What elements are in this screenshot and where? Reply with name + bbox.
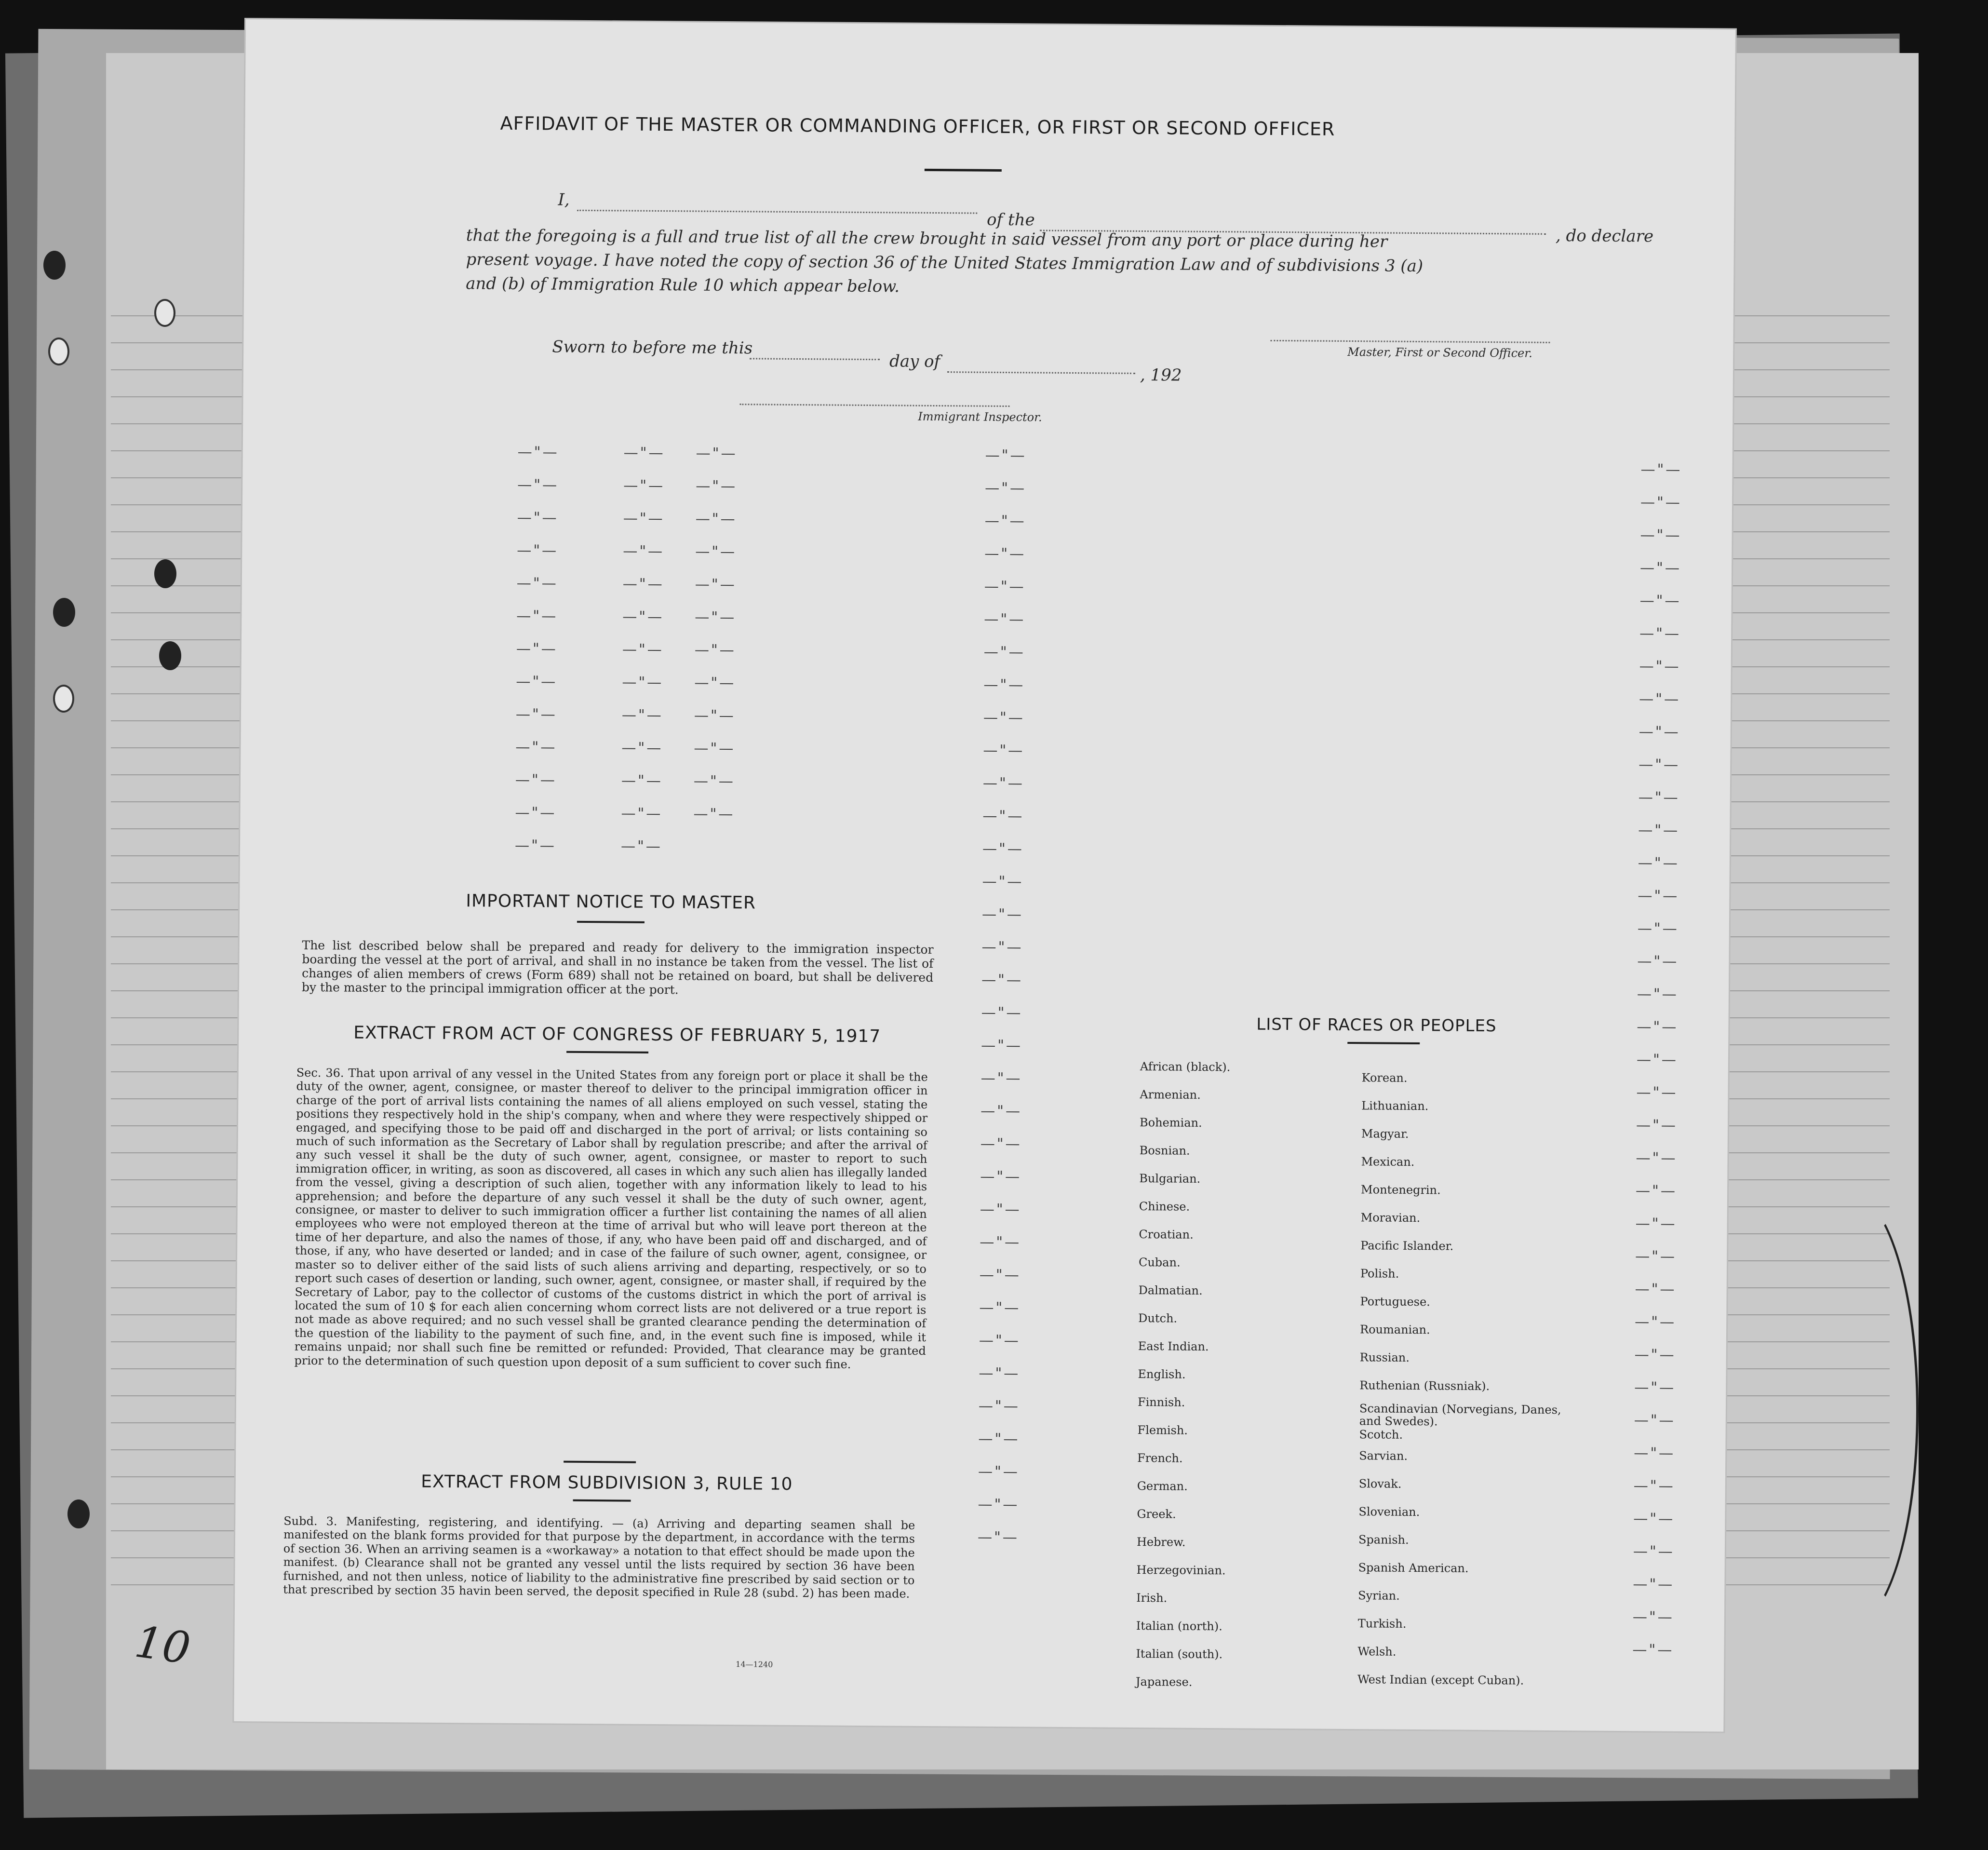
race-item: Hebrew.: [1136, 1535, 1186, 1549]
margin-number: 10: [132, 1616, 194, 1674]
race-item: Herzegovinian.: [1136, 1563, 1226, 1578]
notice-title: IMPORTANT NOTICE TO MASTER: [466, 891, 756, 913]
race-item: German.: [1137, 1479, 1188, 1493]
binder-hole: [154, 559, 176, 588]
act-end-rule: [564, 1461, 636, 1463]
race-item: Turkish.: [1357, 1617, 1407, 1631]
race-item: Chinese.: [1139, 1199, 1190, 1214]
affidavit-sheet: [234, 19, 1735, 1731]
race-item: Pacific Islander.: [1360, 1239, 1454, 1253]
race-item: Italian (south).: [1136, 1647, 1223, 1661]
race-item: Magyar.: [1361, 1127, 1409, 1141]
race-item: Scotch.: [1359, 1428, 1403, 1442]
binder-hole: [43, 251, 66, 280]
ditto-column-4: —"— —"— —"— —"— —"— —"— —"— —"— —"— —"— —"— —"— —"— —"— —"— —"— —"— —"— —"— —"— —"— —"— —"— —"— —"— —"— —"— —"— —"— —"— —"— —"— —"— —"—: [977, 446, 1027, 1546]
race-item: Bosnian.: [1139, 1143, 1190, 1158]
race-item: Bulgarian.: [1139, 1171, 1201, 1186]
ditto-column-3: —"— —"— —"— —"— —"— —"— —"— —"— —"— —"— —"— —"—: [693, 445, 738, 823]
race-item: Montenegrin.: [1361, 1183, 1441, 1197]
rule-underline: [573, 1499, 631, 1502]
race-item: Syrian.: [1358, 1589, 1400, 1603]
binder-hole: [53, 598, 75, 627]
race-item: Sarvian.: [1359, 1449, 1408, 1463]
affidavit-line-i: I,: [558, 190, 570, 210]
binder-hole: [48, 338, 69, 365]
race-item: Slovenian.: [1358, 1505, 1420, 1519]
race-item: Lithuanian.: [1361, 1099, 1429, 1113]
race-item: Polish.: [1360, 1267, 1399, 1281]
race-item: Roumanian.: [1359, 1323, 1430, 1337]
affidavit-line-2: that the foregoing is a full and true list of all the crew brought in said vessel from any port or place during her: [466, 226, 1388, 252]
title-underline: [925, 169, 1002, 172]
race-item: African (black).: [1140, 1060, 1231, 1074]
race-item: Dutch.: [1138, 1311, 1178, 1325]
race-item: Mexican.: [1361, 1155, 1415, 1169]
races-right-column: [1357, 1064, 1574, 1695]
sworn-text: Sworn to before me this: [552, 337, 753, 358]
race-item: French.: [1137, 1451, 1183, 1465]
affidavit-title: AFFIDAVIT OF THE MASTER OR COMMANDING OFFICER, OR FIRST OR SECOND OFFICER: [500, 112, 1335, 140]
act-title: EXTRACT FROM ACT OF CONGRESS OF FEBRUARY 5, 1917: [353, 1023, 881, 1047]
ditto-column-right: —"— —"— —"— —"— —"— —"— —"— —"— —"— —"— —"— —"— —"— —"— —"— —"— —"— —"— —"— —"— —"— —"— —"— —"— —"— —"— —"— —"— —"— —"— —"— —"— —"— —"— —"— —"— —"—: [1632, 461, 1682, 1659]
race-item: Scandinavian (Norvegians, Danes, and Swedes).: [1359, 1402, 1561, 1429]
binder-hole: [159, 641, 181, 670]
race-item: Ruthenian (Russniak).: [1359, 1378, 1490, 1393]
race-item: Greek.: [1137, 1507, 1176, 1521]
rule-subdivision-text: Subd. 3. Manifesting, registering, and identifying. — (a) Arriving and departing seamen shall be manifested on the blank forms provided for that purpose by the department, in accordance with the terms of section 36. When an arriving seamen is a «workaway» a notation to that effect should be made upon the manifest. (b) Clearance shall not be granted any vessel until the lists required by section 36 have been furnished, and not then unless, notice of liability to the administrative fine prescribed by said section or to that prescribed by section 35 havin been served, the deposit specified in Rule 28 (subd. 2) has been made.: [283, 1514, 915, 1601]
race-item: Dalmatian.: [1138, 1283, 1203, 1297]
races-title: LIST OF RACES OR PEOPLES: [1256, 1014, 1497, 1036]
binder-hole: [53, 685, 74, 713]
race-item: Spanish.: [1358, 1533, 1409, 1547]
circle-mark: [1779, 1191, 1919, 1630]
signature-blank: [1270, 325, 1550, 343]
day-of-text: day of: [889, 351, 940, 372]
form-number: 14—1240: [736, 1660, 773, 1669]
race-item: Welsh.: [1357, 1645, 1397, 1659]
race-item: Spanish American.: [1358, 1561, 1469, 1575]
rule-title: EXTRACT FROM SUBDIVISION 3, RULE 10: [421, 1472, 793, 1494]
notice-underline: [577, 921, 645, 923]
race-item: Slovak.: [1358, 1477, 1402, 1491]
month-blank: [947, 357, 1135, 374]
race-item: Japanese.: [1135, 1674, 1193, 1689]
notice-text: The list described below shall be prepared and ready for delivery to the immigration inspector boarding the vessel at the port of arrival, and shall in no instance be taken from the vessel. The list of changes of alien members of crews (Form 689) shall not be retained on board, but shall be delivered by the master to the principal immigration officer at the port.: [301, 938, 934, 997]
races-underline: [1347, 1042, 1420, 1044]
race-item: Croatian.: [1139, 1227, 1194, 1242]
binder-hole: [67, 1499, 90, 1528]
race-item: Irish.: [1136, 1591, 1168, 1605]
inspector-blank: [739, 389, 1009, 407]
name-blank: [577, 195, 977, 214]
binder-hole: [154, 299, 175, 327]
race-item: Russian.: [1359, 1350, 1410, 1364]
ditto-column-1: —"— —"— —"— —"— —"— —"— —"— —"— —"— —"— —"— —"— —"—: [514, 443, 559, 854]
ditto-column-2: —"— —"— —"— —"— —"— —"— —"— —"— —"— —"— —"— —"— —"—: [620, 444, 665, 855]
race-item: Armenian.: [1140, 1088, 1201, 1102]
act-section-36-text: Sec. 36. That upon arrival of any vessel in the United States from any foreign port or place it shall be the duty of the owner, agent, consignee, or master thereof to deliver to the principal immigration officer in charge of the port of arrival lists containing the names of all aliens employed on such vessel, stating the positions they respectively hold in the ship's company, when and where they were respectively shipped or engaged, and specifying those to be paid off and discharged in the port of arrival; or lists containing so much of such information as the Secretary of Labor shall by regulation prescribe; and after the arrival of any such vessel it shall be the duty of such owner, agent, consignee, or master to report to such immigration officer, in writing, as soon as discovered, all cases in which any such alien has illegally landed from the vessel, giving a description of such alien, together with any information likely to lead to his apprehension; and before the departure of any such vessel it shall be the duty of such owner, agent, consignee, or master to deliver to such immigration officer a further list containing the names of all alien employees who were not employed thereon at the time of arrival but who will leave port thereon at the time of her departure, and also the names of those, if any, who have been paid off and discharged, and of those, if any, who have deserted or landed; and in case of the failure of such owner, agent, consignee, or master so to deliver either of the said lists of such aliens arriving and departing, respectively, or so to report such cases of desertion or landing, such owner, agent, consignee, or master shall, if required by the Secretary of Labor, pay to the collector of customs of the customs district in which the port of arrival is located the sum of 10 $ for each alien concerning whom correct lists are not delivered or a true report is not made as above required; and no such vessel shall be granted clearance pending the determination of the question of the liability to the payment of such fine, and, in the event such fine is imposed, while it remains unpaid; nor shall such fine be remitted or refunded: Provided, That clearance may be granted prior to the determination of such question upon deposit of a sum sufficient to cover such fine.: [294, 1066, 928, 1371]
sworn-day-blank: [750, 343, 880, 360]
race-item: Italian (north).: [1136, 1619, 1222, 1634]
signature-label: Master, First or Second Officer.: [1347, 345, 1532, 360]
ruled-lines-left: [111, 289, 255, 1591]
race-item: Bohemian.: [1139, 1115, 1202, 1130]
affidavit-line-2-end: , do declare: [1555, 226, 1654, 246]
race-item: Korean.: [1361, 1071, 1408, 1085]
race-item: East Indian.: [1138, 1339, 1209, 1354]
act-underline: [566, 1051, 648, 1053]
year-text: , 192: [1140, 365, 1182, 385]
race-item: West Indian (except Cuban).: [1357, 1673, 1524, 1688]
race-item: English.: [1138, 1367, 1186, 1381]
race-item: Finnish.: [1137, 1395, 1185, 1409]
race-item: Cuban.: [1138, 1255, 1181, 1269]
affidavit-line-3: present voyage. I have noted the copy of section 36 of the United States Immigration Law and of subdivisions 3 (a): [466, 250, 1424, 276]
affidavit-line-of: of the: [986, 210, 1035, 230]
affidavit-line-4: and (b) of Immigration Rule 10 which appear below.: [466, 274, 900, 297]
race-item: Portuguese.: [1360, 1295, 1430, 1309]
races-left-column: [1136, 1053, 1231, 1696]
race-item: Flemish.: [1137, 1423, 1188, 1437]
inspector-label: Immigrant Inspector.: [918, 409, 1042, 424]
race-item: Moravian.: [1360, 1211, 1421, 1225]
